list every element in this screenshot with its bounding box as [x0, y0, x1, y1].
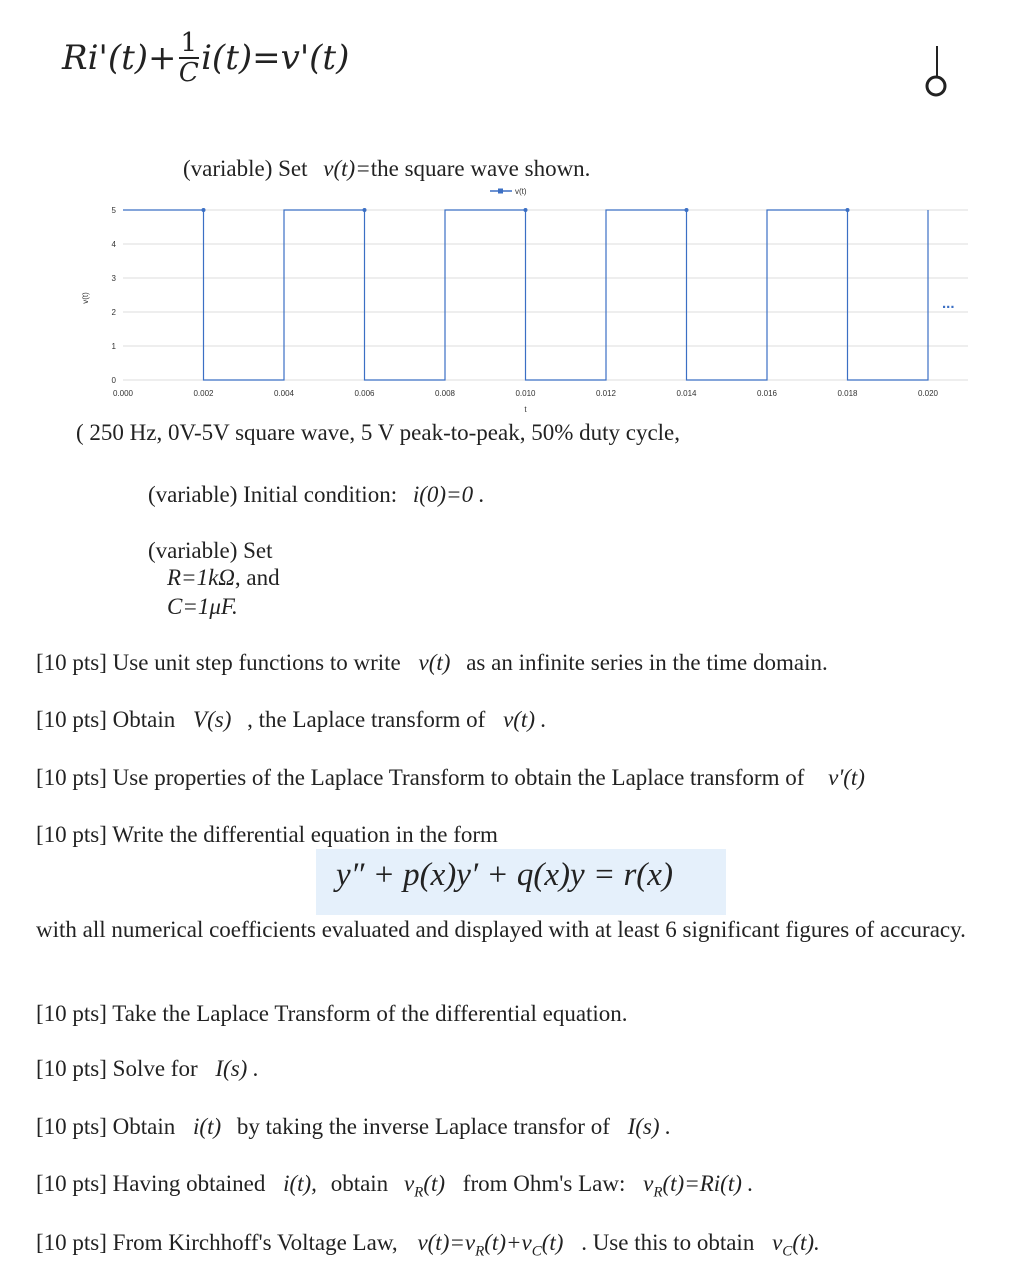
ohms-law [643, 1171, 754, 1201]
y-tick-label: 2 [111, 308, 116, 317]
task-math: V(s) [193, 707, 232, 732]
task-math: I(s) . [215, 1056, 259, 1081]
task-1 [36, 650, 828, 676]
x-tick-label: 0.006 [354, 389, 375, 398]
task-tail: , the Laplace transform of [247, 707, 486, 732]
task-text: Obtain [112, 707, 176, 732]
y-tick-label: 5 [111, 206, 116, 215]
ohm-rest: (t)=Ri(t) . [662, 1171, 754, 1196]
vc-sub: C [782, 1243, 793, 1260]
x-tick-label: 0.016 [756, 389, 778, 398]
task-points: [10 pts] [36, 650, 107, 675]
data-point-marker [524, 208, 528, 212]
continuation-ellipsis: ... [942, 295, 955, 312]
task-9 [36, 1230, 820, 1261]
initial-math: i(0)=0 . [412, 482, 485, 507]
vr-symbol [403, 1171, 446, 1201]
x-tick-label: 0.010 [515, 389, 536, 398]
data-point-marker [202, 208, 206, 212]
x-tick-label: 0.014 [676, 389, 697, 398]
task-3 [36, 765, 865, 791]
vc-symbol [772, 1230, 820, 1260]
equation-right: i(t)=v'(t) [201, 38, 350, 78]
task-tail: . Use this to obtain [581, 1230, 755, 1255]
vc-arg: (t). [792, 1230, 820, 1255]
x-tick-label: 0.012 [595, 389, 617, 398]
caption-suffix: the square wave shown. [370, 156, 591, 181]
square-wave-caption [183, 156, 590, 182]
x-tick-label: 0.020 [917, 389, 939, 398]
task-math-2: I(s) . [627, 1114, 672, 1139]
task-math: i(t), [283, 1171, 317, 1196]
task-tail: obtain [330, 1171, 389, 1196]
data-point-marker [846, 208, 850, 212]
set-r [167, 565, 280, 591]
fraction-denominator: C [178, 58, 199, 88]
task-math: v'(t) [828, 765, 865, 790]
kvl-sub-r: R [475, 1243, 485, 1260]
data-point-marker [363, 208, 367, 212]
kvl-b: (t)+v [484, 1230, 532, 1255]
task-6 [36, 1056, 259, 1082]
initial-label: (variable) Initial condition: [148, 482, 398, 507]
task-text: Take the Laplace Transform of the differential equation. [112, 1001, 628, 1026]
vr-sub: R [414, 1184, 424, 1201]
task-4 [36, 822, 498, 848]
x-tick-label: 0.000 [112, 389, 134, 398]
ode-form: y″ + p(x)y′ + q(x)y = r(x) [336, 857, 673, 893]
initial-condition [148, 482, 485, 508]
kvl-c: (t) [541, 1230, 564, 1255]
switch-icon [920, 42, 950, 102]
task-tail: as an infinite series in the time domain. [466, 650, 828, 675]
x-tick-label: 0.004 [273, 389, 295, 398]
task-5 [36, 1001, 628, 1027]
task-points: [10 pts] [36, 1230, 107, 1255]
task-tail-2: from Ohm's Law: [462, 1171, 626, 1196]
task-text: Solve for [112, 1056, 198, 1081]
task-text: Use unit step functions to write [112, 650, 401, 675]
task-points: [10 pts] [36, 822, 107, 847]
task-2 [36, 707, 546, 733]
kvl-equation [417, 1230, 564, 1260]
task-points: [10 pts] [36, 707, 107, 732]
task-math: v(t) [418, 650, 451, 675]
y-tick-label: 1 [111, 342, 116, 351]
x-tick-label: 0.002 [193, 389, 214, 398]
task-text: Use properties of the Laplace Transform to obtain the Laplace transform of [112, 765, 805, 790]
task-math-2: v(t) . [503, 707, 547, 732]
task-text: From Kirchhoff's Voltage Law, [112, 1230, 398, 1255]
task-points: [10 pts] [36, 1001, 107, 1026]
task-points: [10 pts] [36, 765, 107, 790]
task-text: Write the differential equation in the form [112, 822, 498, 847]
governing-equation [62, 30, 349, 86]
y-tick-label: 4 [111, 240, 116, 249]
caption-math: v(t)= [323, 156, 371, 181]
x-axis-label: t [524, 405, 527, 414]
accuracy-paragraph: with all numerical coefficients evaluated and displayed with at least 6 significant figures of accuracy. [36, 917, 966, 942]
caption-prefix: (variable) Set [183, 156, 308, 181]
ohm-sub: R [653, 1184, 663, 1201]
legend-label: v(t) [515, 187, 527, 196]
wave-description: ( 250 Hz, 0V-5V square wave, 5 V peak-to-peak, 50% duty cycle, [76, 420, 681, 445]
square-wave-chart [0, 180, 1020, 425]
set-rc-line1: (variable) Set [148, 538, 273, 563]
task-points: [10 pts] [36, 1114, 107, 1139]
y-tick-label: 3 [111, 274, 116, 283]
task-8 [36, 1171, 753, 1202]
task-tail: by taking the inverse Laplace transfor of [236, 1114, 610, 1139]
task-text: Having obtained [112, 1171, 266, 1196]
task-points: [10 pts] [36, 1056, 107, 1081]
fraction-numerator: 1 [180, 28, 198, 58]
kvl-sub-c: C [531, 1243, 542, 1260]
data-point-marker [685, 208, 689, 212]
vr-v: v [403, 1171, 415, 1196]
y-tick-label: 0 [111, 376, 116, 385]
kvl-a: v(t)=v [417, 1230, 476, 1255]
resistance-value: R=1kΩ [167, 565, 235, 590]
task-points: [10 pts] [36, 1171, 107, 1196]
vc-v: v [772, 1230, 783, 1255]
series-line-v [123, 210, 928, 380]
legend-marker [498, 189, 503, 194]
fraction-one-over-c [179, 30, 200, 86]
equation-left: Ri'(t)+ [62, 38, 177, 78]
and-text: , and [234, 565, 280, 590]
x-tick-label: 0.018 [837, 389, 858, 398]
task-7 [36, 1114, 671, 1140]
task-math: i(t) [193, 1114, 222, 1139]
task-text: Obtain [112, 1114, 176, 1139]
x-tick-label: 0.008 [434, 389, 456, 398]
y-axis-label: v(t) [81, 292, 90, 304]
vr-arg: (t) [423, 1171, 446, 1196]
ohm-v: v [643, 1171, 654, 1196]
capacitance-value: C=1μF. [167, 594, 238, 619]
